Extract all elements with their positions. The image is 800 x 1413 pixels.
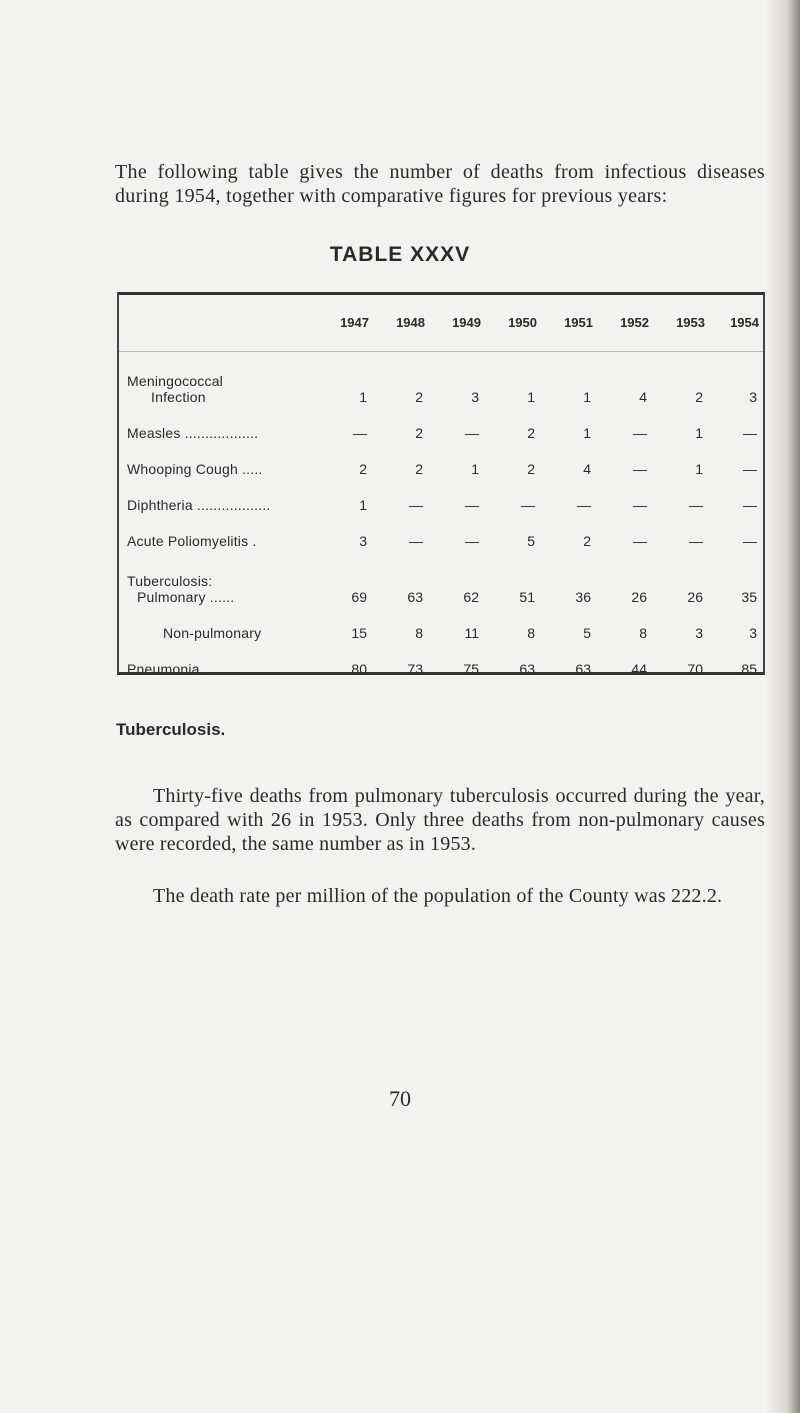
table-row <box>119 349 763 405</box>
row-label-line2: Pulmonary ...... <box>137 589 235 605</box>
table-cell: 3 <box>359 533 367 549</box>
year-header: 1954 <box>730 314 759 330</box>
table-cell: — <box>689 533 703 549</box>
table-cell: 1 <box>471 461 479 477</box>
row-label-line1: Tuberculosis: <box>127 573 213 589</box>
table-cell: 4 <box>639 389 647 405</box>
row-label <box>119 349 319 405</box>
table-cell: 2 <box>527 461 535 477</box>
table-cell: 8 <box>527 625 535 641</box>
deaths-table-frame <box>117 292 765 675</box>
table-cell: 26 <box>687 589 703 605</box>
table-cell: 15 <box>351 625 367 641</box>
table-cell: 3 <box>695 625 703 641</box>
table-cell: 4 <box>583 461 591 477</box>
table-cell: 1 <box>359 389 367 405</box>
row-label: Whooping Cough ..... <box>127 461 263 477</box>
header-blank <box>119 295 319 349</box>
table-cell: 63 <box>407 589 423 605</box>
table-cell: 63 <box>575 661 591 677</box>
row-label: Pneumonia .................. <box>127 661 278 677</box>
year-header-row <box>119 295 763 349</box>
table-cell: 3 <box>749 625 757 641</box>
year-header: 1948 <box>396 314 425 330</box>
table-cell: 2 <box>415 461 423 477</box>
table-cell: 35 <box>741 589 757 605</box>
table-cell: 3 <box>471 389 479 405</box>
table-cell: — <box>743 461 757 477</box>
table-cell: 1 <box>527 389 535 405</box>
table-cell: 75 <box>463 661 479 677</box>
page-edge-shadow <box>766 0 800 1413</box>
table-cell: 3 <box>749 389 757 405</box>
table-cell: 51 <box>519 589 535 605</box>
table-cell: 69 <box>351 589 367 605</box>
table-cell: 2 <box>527 425 535 441</box>
table-cell: — <box>633 497 647 513</box>
row-label: Measles .................. <box>127 425 259 441</box>
table-row <box>119 405 763 441</box>
table-row <box>119 441 763 477</box>
row-label: Non-pulmonary <box>163 625 262 641</box>
table-row <box>119 513 763 549</box>
table-cell: 5 <box>527 533 535 549</box>
table-cell: — <box>521 497 535 513</box>
table-cell: 8 <box>639 625 647 641</box>
intro-paragraph: The following table gives the number of deaths from infectious diseases during 1954, together with comparative figures for previous years: <box>115 161 765 207</box>
table-cell: 2 <box>583 533 591 549</box>
table-cell: 1 <box>359 497 367 513</box>
table-cell: 1 <box>583 425 591 441</box>
table-cell: — <box>689 497 703 513</box>
section-heading: Tuberculosis. <box>116 720 226 739</box>
table-cell: 1 <box>695 425 703 441</box>
table-cell: 62 <box>463 589 479 605</box>
table-cell: 2 <box>415 389 423 405</box>
table-row <box>119 641 763 677</box>
table-cell: — <box>409 533 423 549</box>
table-cell: 70 <box>687 661 703 677</box>
table-cell: 44 <box>631 661 647 677</box>
page-number: 70 <box>389 1086 411 1111</box>
table-cell: 1 <box>695 461 703 477</box>
table-cell: 2 <box>695 389 703 405</box>
year-header: 1949 <box>452 314 481 330</box>
row-label <box>119 549 319 605</box>
table-cell: 85 <box>741 661 757 677</box>
table-cell: 63 <box>519 661 535 677</box>
year-header: 1952 <box>620 314 649 330</box>
table-cell: 73 <box>407 661 423 677</box>
row-label-line2: Infection <box>151 389 206 405</box>
table-row <box>119 477 763 513</box>
table-cell: 80 <box>351 661 367 677</box>
table-cell: — <box>465 533 479 549</box>
table-cell: — <box>465 425 479 441</box>
table-cell: 1 <box>583 389 591 405</box>
table-cell: — <box>743 425 757 441</box>
table-cell: 2 <box>359 461 367 477</box>
table-cell: — <box>633 533 647 549</box>
table-cell: — <box>743 497 757 513</box>
table-cell: — <box>633 425 647 441</box>
year-header: 1953 <box>676 314 705 330</box>
table-cell: — <box>633 461 647 477</box>
year-header: 1950 <box>508 314 537 330</box>
table-row <box>119 549 763 605</box>
year-header: 1951 <box>564 314 593 330</box>
tuberculosis-paragraph: Thirty-five deaths from pulmonary tuberculosis occurred during the year, as compared with 26 in 1953. Only three deaths from non-pulmonary causes were recorded, the same number as in 1953. <box>115 785 765 855</box>
death-rate-paragraph: The death rate per million of the population of the County was 222.2. <box>153 885 723 907</box>
table-cell: 36 <box>575 589 591 605</box>
table-cell: 5 <box>583 625 591 641</box>
year-header: 1947 <box>340 314 369 330</box>
table-cell: — <box>743 533 757 549</box>
row-label: Acute Poliomyelitis . <box>127 533 257 549</box>
row-label-line1: Meningococcal <box>127 373 223 389</box>
table-row <box>119 605 763 641</box>
row-label: Diphtheria .................. <box>127 497 271 513</box>
table-cell: 8 <box>415 625 423 641</box>
table-cell: — <box>465 497 479 513</box>
table-cell: 11 <box>464 625 479 641</box>
deaths-table <box>119 295 763 677</box>
table-cell: — <box>353 425 367 441</box>
table-cell: 2 <box>415 425 423 441</box>
table-cell: — <box>577 497 591 513</box>
table-cell: 26 <box>631 589 647 605</box>
table-title: TABLE XXXV <box>329 243 471 266</box>
table-cell: — <box>409 497 423 513</box>
